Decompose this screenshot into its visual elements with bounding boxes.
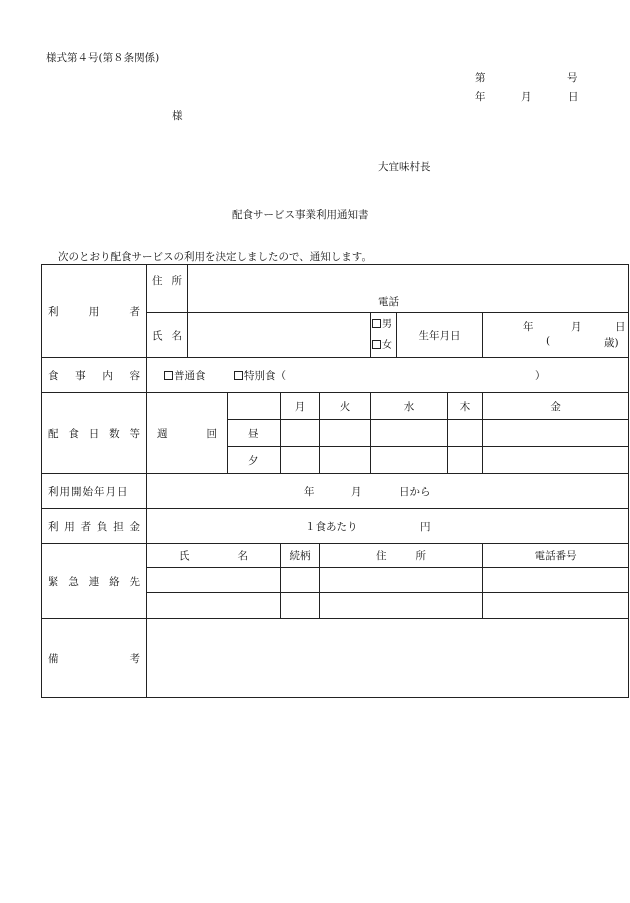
- day-wed: 水: [371, 393, 448, 420]
- special-meal-checkbox[interactable]: 特別食（: [234, 368, 286, 383]
- em-name-header: 氏 名: [147, 544, 281, 568]
- emergency-label-cell: 緊 急 連 絡 先: [42, 544, 147, 619]
- recipient-suffix: 様: [172, 110, 183, 122]
- birth-date-field[interactable]: 年 月 日 ( 歳): [483, 313, 629, 358]
- em-relation-1[interactable]: [281, 568, 320, 593]
- burden-field[interactable]: １食あたり 円: [147, 509, 629, 544]
- sender-name: 大宜味村長: [378, 161, 431, 173]
- burden-label-cell: 利 用 者 負 担 金: [42, 509, 147, 544]
- phone-label: 電話: [378, 296, 399, 308]
- dinner-label: 夕: [228, 447, 281, 474]
- remarks-field[interactable]: [147, 619, 629, 698]
- date-month: 月: [521, 91, 532, 103]
- gender-male-checkbox[interactable]: 男: [372, 314, 396, 335]
- user-label: 利 用 者: [48, 305, 140, 318]
- gender-cell: [371, 313, 397, 358]
- dinner-thu[interactable]: [448, 447, 483, 474]
- notification-form-table: [41, 264, 629, 698]
- day-thu: 木: [448, 393, 483, 420]
- intro-text: 次のとおり配食サービスの利用を決定しましたので、通知します。: [58, 251, 372, 263]
- document-title: 配食サービス事業利用通知書: [232, 209, 369, 221]
- name-label-cell: 氏 名: [147, 313, 188, 358]
- day-mon: 月: [281, 393, 320, 420]
- doc-no-prefix: 第: [475, 72, 486, 84]
- start-date-field[interactable]: 年 月 日から: [147, 474, 629, 509]
- lunch-mon[interactable]: [281, 420, 320, 447]
- day-header-blank: [228, 393, 281, 420]
- day-tue: 火: [320, 393, 371, 420]
- em-address-header: 住 所: [320, 544, 483, 568]
- em-address-2[interactable]: [320, 593, 483, 619]
- gender-female-checkbox[interactable]: 女: [372, 335, 396, 356]
- form-number: 様式第４号(第８条関係): [46, 52, 160, 64]
- date-day: 日: [568, 91, 579, 103]
- em-name-2[interactable]: [147, 593, 281, 619]
- weekly-times-field[interactable]: 週 回: [147, 393, 228, 474]
- em-relation-header: 続柄: [281, 544, 320, 568]
- name-field[interactable]: [188, 313, 371, 358]
- lunch-fri[interactable]: [483, 420, 629, 447]
- dinner-tue[interactable]: [320, 447, 371, 474]
- normal-meal-checkbox[interactable]: 普通食: [164, 368, 206, 383]
- em-name-1[interactable]: [147, 568, 281, 593]
- meal-options: 普通食 特別食（ ）: [147, 358, 629, 393]
- em-phone-header: 電話番号: [483, 544, 629, 568]
- dinner-fri[interactable]: [483, 447, 629, 474]
- lunch-tue[interactable]: [320, 420, 371, 447]
- lunch-wed[interactable]: [371, 420, 448, 447]
- em-phone-1[interactable]: [483, 568, 629, 593]
- delivery-label-cell: 配 食 日 数 等: [42, 393, 147, 474]
- address-label-2: 所: [171, 275, 182, 287]
- date-year: 年: [475, 91, 486, 103]
- doc-no-suffix: 号: [567, 72, 578, 84]
- start-date-label: 利用開始年月日: [42, 474, 147, 509]
- user-label-cell: [42, 265, 147, 358]
- address-field[interactable]: [188, 265, 629, 313]
- em-phone-2[interactable]: [483, 593, 629, 619]
- birth-label: 生年月日: [397, 313, 483, 358]
- dinner-mon[interactable]: [281, 447, 320, 474]
- address-label-1: 住: [152, 275, 163, 287]
- dinner-wed[interactable]: [371, 447, 448, 474]
- lunch-thu[interactable]: [448, 420, 483, 447]
- lunch-label: 昼: [228, 420, 281, 447]
- remarks-label-cell: 備 考: [42, 619, 147, 698]
- em-address-1[interactable]: [320, 568, 483, 593]
- meal-label-cell: 食 事 内 容: [42, 358, 147, 393]
- em-relation-2[interactable]: [281, 593, 320, 619]
- address-label-cell: [147, 265, 188, 313]
- day-fri: 金: [483, 393, 629, 420]
